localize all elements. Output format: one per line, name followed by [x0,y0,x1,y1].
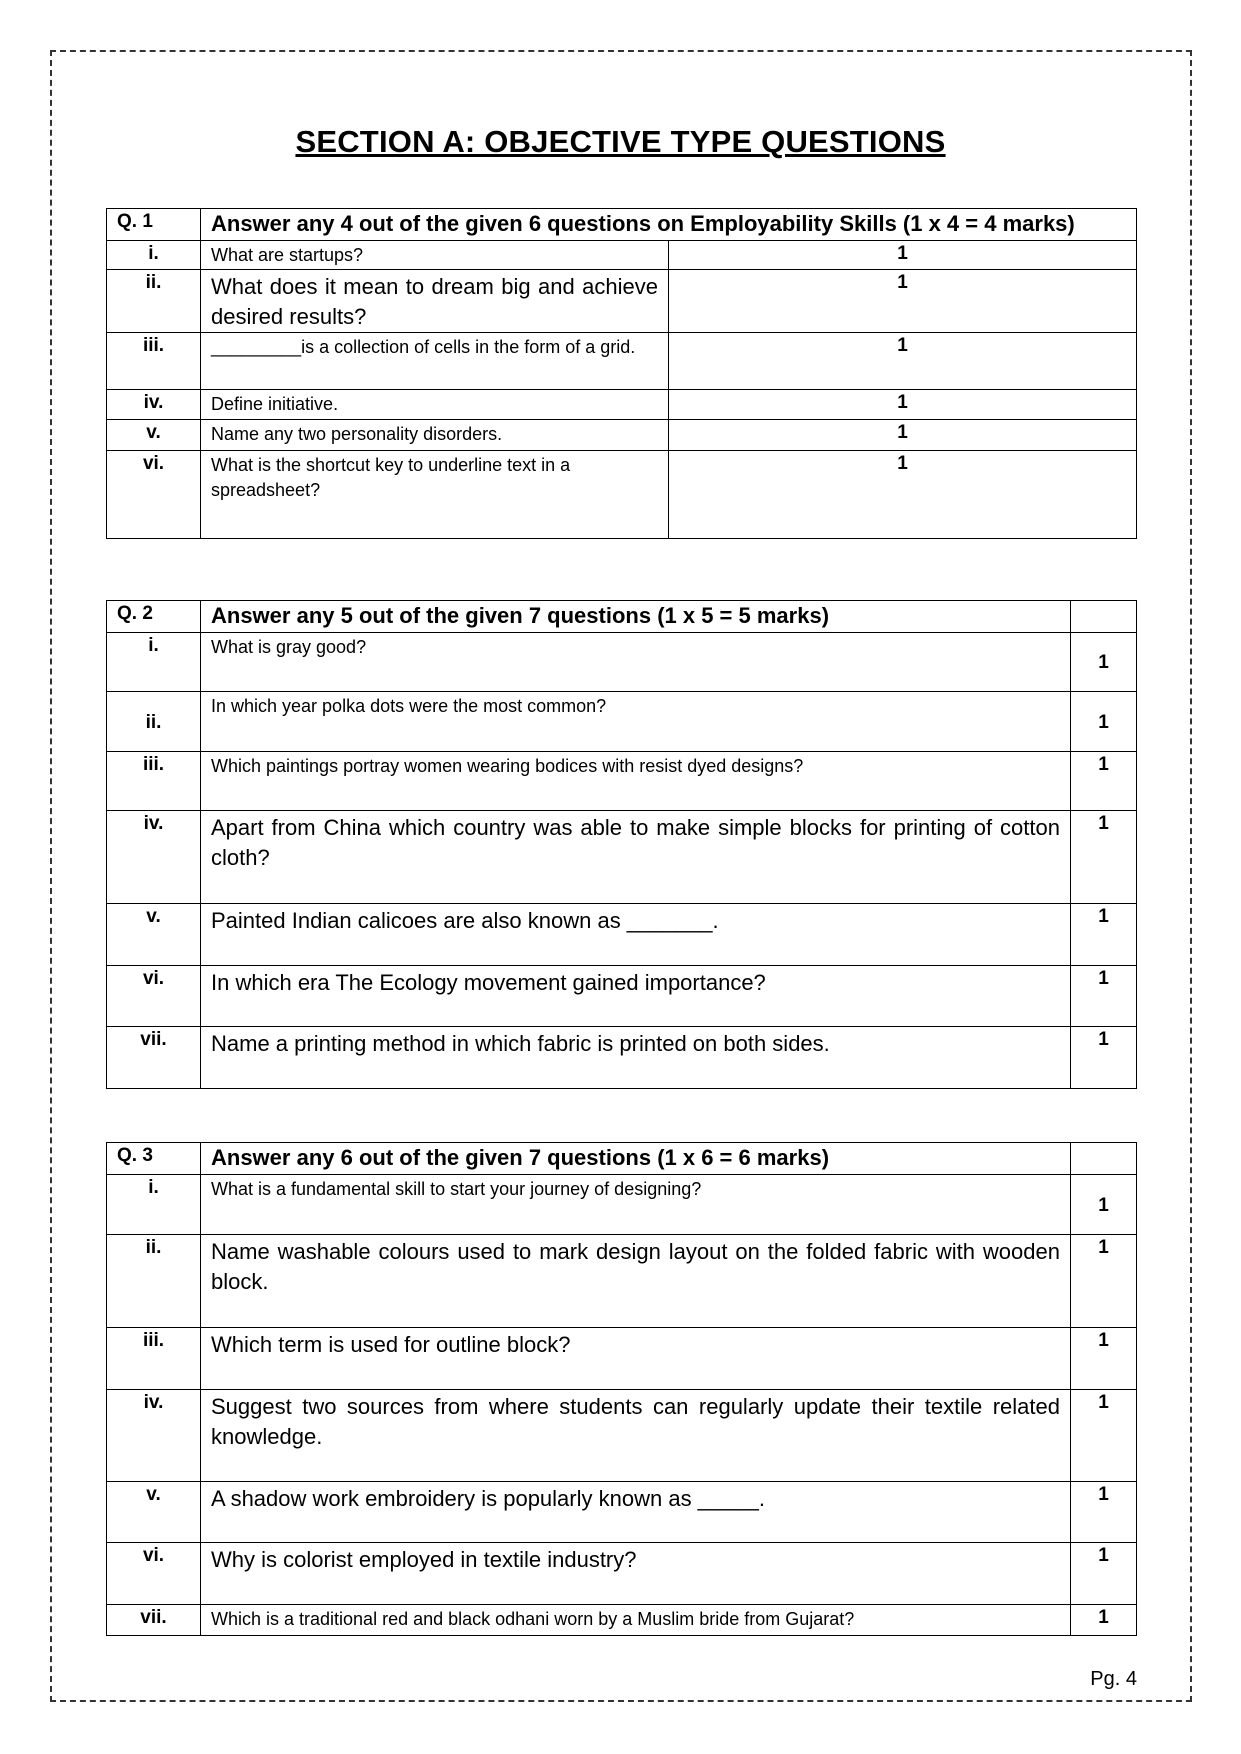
item-text: Which term is used for outline block? [201,1328,1071,1390]
question-number: Q. 3 [107,1143,201,1175]
question-instruction: Answer any 4 out of the given 6 questions on Employability Skills (1 x 4 = 4 marks) [201,209,1137,241]
item-text: Which is a traditional red and black odhani worn by a Muslim bride from Gujarat? [201,1605,1071,1636]
item-number: iii. [107,1328,201,1390]
item-text: What is the shortcut key to underline text in a spreadsheet? [201,451,669,539]
item-mark: 1 [1071,1482,1137,1543]
item-mark: 1 [1071,1328,1137,1390]
item-number: v. [107,904,201,966]
item-text: Name any two personality disorders. [201,420,669,451]
item-number: ii. [107,1235,201,1328]
item-text: A shadow work embroidery is popularly known as _____. [201,1482,1071,1543]
table-row [107,333,1137,390]
table-row [107,1543,1137,1605]
item-text: What does it mean to dream big and achieve desired results? [201,270,669,333]
item-number: i. [107,241,201,270]
table-row [107,1390,1137,1482]
table-row [107,966,1137,1027]
item-mark: 1 [1071,1235,1137,1328]
item-number: vi. [107,451,201,539]
item-mark: 1 [669,420,1137,451]
mark-header-cell [1071,1143,1137,1175]
item-mark: 1 [669,241,1137,270]
item-mark: 1 [1071,1543,1137,1605]
item-number: ii. [107,270,201,333]
item-number: v. [107,1482,201,1543]
item-text: Suggest two sources from where students can regularly update their textile related knowledge. [201,1390,1071,1482]
item-mark: 1 [669,390,1137,420]
item-number: i. [107,633,201,692]
table-row [107,1482,1137,1543]
table-row [107,1605,1137,1636]
question-instruction: Answer any 5 out of the given 7 questions (1 x 5 = 5 marks) [201,601,1071,633]
table-row [107,1328,1137,1390]
item-number: vii. [107,1605,201,1636]
table-row [107,451,1137,539]
item-number: v. [107,420,201,451]
item-text: Which paintings portray women wearing bodices with resist dyed designs? [201,752,1071,811]
table-row [107,270,1137,333]
item-mark: 1 [1071,1605,1137,1636]
item-number: vi. [107,1543,201,1605]
item-text: Apart from China which country was able to make simple blocks for printing of cotton cloth? [201,811,1071,904]
item-text: In which era The Ecology movement gained importance? [201,966,1071,1027]
item-mark: 1 [669,333,1137,390]
table-row [107,1027,1137,1089]
table-row [107,420,1137,451]
question-number: Q. 1 [107,209,201,241]
item-number: ii. [107,692,201,752]
item-text: Define initiative. [201,390,669,420]
item-mark: 1 [1071,752,1137,811]
item-text: Why is colorist employed in textile industry? [201,1543,1071,1605]
question-1-table [106,208,1137,539]
item-text: Painted Indian calicoes are also known as _______. [201,904,1071,966]
table-row [107,752,1137,811]
item-mark: 1 [1071,633,1137,692]
item-text: _________is a collection of cells in the form of a grid. [201,333,669,390]
item-number: iii. [107,752,201,811]
table-row [107,633,1137,692]
item-mark: 1 [1071,1027,1137,1089]
table-row [107,390,1137,420]
item-number: vii. [107,1027,201,1089]
item-mark: 1 [1071,966,1137,1027]
table-row [107,1235,1137,1328]
item-number: i. [107,1175,201,1235]
item-text: What is a fundamental skill to start your journey of designing? [201,1175,1071,1235]
item-number: iv. [107,390,201,420]
item-mark: 1 [1071,811,1137,904]
item-number: vi. [107,966,201,1027]
table-row [107,811,1137,904]
section-title: SECTION A: OBJECTIVE TYPE QUESTIONS [295,124,946,159]
table-row [107,241,1137,270]
item-text: Name washable colours used to mark design layout on the folded fabric with wooden block. [201,1235,1071,1328]
item-number: iv. [107,811,201,904]
item-text: What is gray good? [201,633,1071,692]
item-mark: 1 [1071,692,1137,752]
table-row [107,1175,1137,1235]
item-mark: 1 [669,270,1137,333]
item-text: What are startups? [201,241,669,270]
question-instruction: Answer any 6 out of the given 7 questions (1 x 6 = 6 marks) [201,1143,1071,1175]
item-number: iii. [107,333,201,390]
mark-header-cell [1071,601,1137,633]
page-number: Pg. 4 [1090,1668,1137,1690]
table-row [107,692,1137,752]
item-mark: 1 [1071,1390,1137,1482]
item-number: iv. [107,1390,201,1482]
question-3-table [106,1142,1137,1636]
item-text: Name a printing method in which fabric is printed on both sides. [201,1027,1071,1089]
item-mark: 1 [669,451,1137,539]
item-mark: 1 [1071,904,1137,966]
item-text: In which year polka dots were the most common? [201,692,1071,752]
table-row [107,904,1137,966]
item-mark: 1 [1071,1175,1137,1235]
question-2-table [106,600,1137,1089]
question-number: Q. 2 [107,601,201,633]
